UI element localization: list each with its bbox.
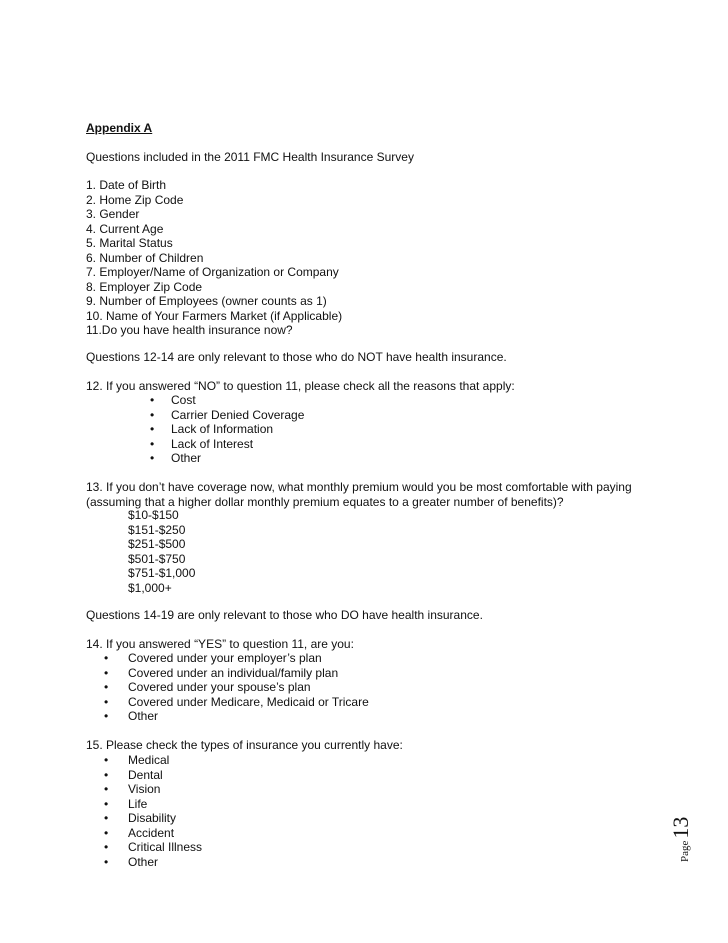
question-15-block: [86, 738, 676, 753]
question-13-options: [128, 508, 195, 595]
bullet-icon: •: [104, 709, 109, 723]
list-item: • Lack of Interest: [150, 436, 254, 451]
list-item: • Carrier Denied Coverage: [150, 407, 305, 422]
question-line: 1. Date of Birth: [86, 178, 167, 192]
list-item: $751-$1,000: [128, 566, 196, 580]
have-insurance-note-block: [86, 608, 676, 623]
question-13-block: [86, 480, 676, 509]
question-15-text: 15. Please check the types of insurance you currently have:: [86, 738, 403, 752]
page-label: Page: [679, 840, 691, 862]
list-item: • Vision: [104, 782, 161, 796]
list-item: $151-$250: [128, 522, 186, 537]
no-insurance-note-block: [86, 350, 676, 365]
list-item: • Accident: [104, 825, 175, 840]
list-item: • Other: [104, 854, 159, 869]
question-line: 10. Name of Your Farmers Market (if Applicable): [86, 308, 343, 323]
question-line: 2. Home Zip Code: [86, 192, 184, 207]
question-line: 4. Current Age: [86, 221, 164, 236]
list-item: $1,000+: [128, 580, 172, 595]
appendix-heading-block: [86, 121, 676, 136]
bullet-icon: •: [104, 680, 109, 694]
basic-questions-list: [86, 178, 676, 338]
list-item: • Other: [104, 709, 159, 723]
list-item: • Medical: [104, 753, 170, 767]
list-item: • Life: [104, 796, 148, 811]
list-item: • Other: [150, 451, 202, 465]
bullet-icon: •: [104, 796, 109, 811]
list-item: • Dental: [104, 767, 163, 782]
list-item: • Covered under your spouse’s plan: [104, 680, 311, 694]
bullet-icon: •: [150, 422, 155, 436]
question-12-options: [150, 393, 304, 466]
bullet-icon: •: [150, 407, 155, 422]
question-13-line-1: 13. If you don’t have coverage now, what monthly premium would you be most comfortable with paying: [86, 480, 632, 494]
bullet-icon: •: [104, 694, 109, 709]
bullet-icon: •: [104, 840, 109, 854]
question-line: 8. Employer Zip Code: [86, 279, 203, 294]
list-item: $251-$500: [128, 537, 186, 551]
bullet-icon: •: [150, 436, 155, 451]
bullet-icon: •: [104, 651, 109, 665]
list-item: • Covered under your employer’s plan: [104, 651, 322, 665]
question-line: 7. Employer/Name of Organization or Company: [86, 265, 339, 279]
question-12-text: 12. If you answered “NO” to question 11, please check all the reasons that apply:: [86, 379, 515, 393]
survey-intro-block: [86, 150, 676, 165]
question-14-block: [86, 637, 676, 652]
bullet-icon: •: [150, 451, 155, 465]
bullet-icon: •: [104, 811, 109, 825]
bullet-icon: •: [104, 665, 109, 680]
question-line: 9. Number of Employees (owner counts as 1): [86, 294, 327, 308]
list-item: • Lack of Information: [150, 422, 274, 436]
bullet-icon: •: [104, 782, 109, 796]
question-line: 11.Do you have health insurance now?: [86, 323, 293, 337]
question-14-options: [104, 651, 369, 724]
appendix-heading: Appendix A: [86, 121, 153, 135]
list-item: • Covered under Medicare, Medicaid or Tricare: [104, 694, 369, 709]
question-15-options: [104, 753, 202, 869]
page-number-footer: [668, 802, 692, 862]
bullet-icon: •: [150, 393, 155, 407]
list-item: • Cost: [150, 393, 196, 407]
bullet-icon: •: [104, 767, 109, 782]
bullet-icon: •: [104, 753, 109, 767]
list-item: • Critical Illness: [104, 840, 203, 854]
have-insurance-note: Questions 14-19 are only relevant to those who DO have health insurance.: [86, 608, 483, 622]
list-item: • Covered under an individual/family plan: [104, 665, 339, 680]
bullet-icon: •: [104, 825, 109, 840]
list-item: $501-$750: [128, 551, 186, 566]
question-13-line-2: (assuming that a higher dollar monthly premium equates to a greater number of benefits)?: [86, 494, 564, 509]
survey-intro: Questions included in the 2011 FMC Health Insurance Survey: [86, 150, 414, 164]
no-insurance-note: Questions 12-14 are only relevant to those who do NOT have health insurance.: [86, 350, 507, 364]
question-12-block: [86, 379, 676, 394]
bullet-icon: •: [104, 854, 109, 869]
page-number: 13: [668, 816, 693, 839]
question-line: 3. Gender: [86, 207, 140, 221]
question-line: 6. Number of Children: [86, 250, 204, 265]
list-item: $10-$150: [128, 508, 179, 522]
question-line: 5. Marital Status: [86, 236, 173, 250]
list-item: • Disability: [104, 811, 177, 825]
question-14-text: 14. If you answered “YES” to question 11, are you:: [86, 637, 354, 651]
